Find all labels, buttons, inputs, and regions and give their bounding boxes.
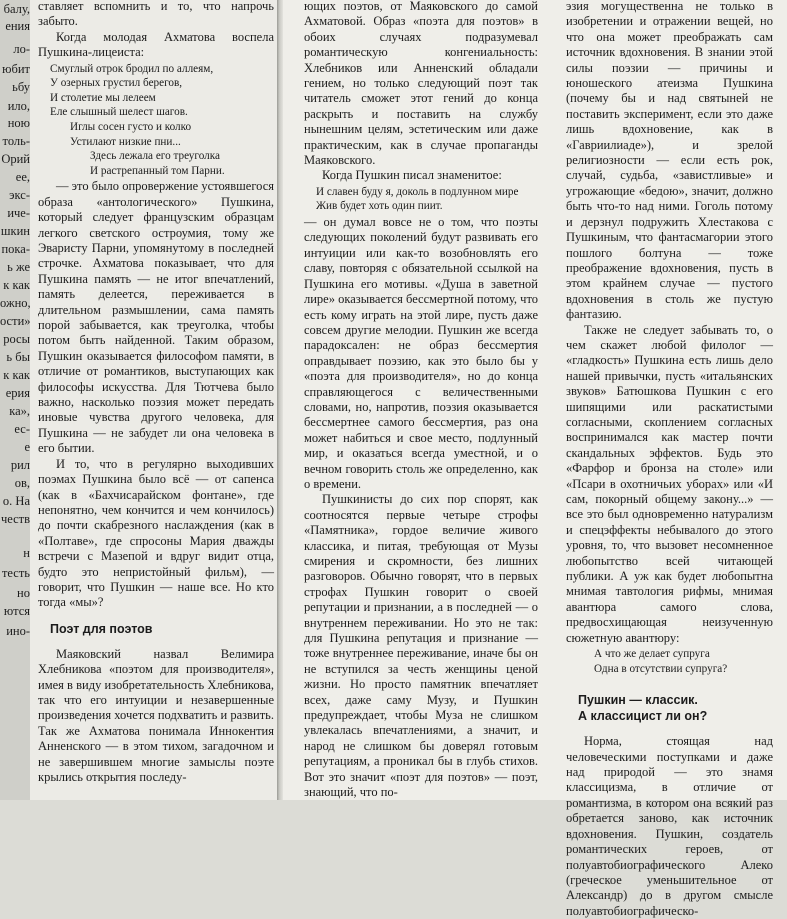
verse-akhmatova [50, 62, 274, 179]
paragraph: Также не следует забывать то, о чем скажет любой филолог — «гладкость» Пушкина есть лишь дело нашей привычки, пусть «итальянских звуков» Батюшкова Пушкин с его шипящими или раскатистыми согласными, скоплением согласных воспринимался как мастер почти скандальных эффектов. Будь это «Фарфор и бронза на столе» или «Псари в охотничьих уборах» или «И сам, покорный общему закону...» — все это был одновременно натурализм и спецэффекты небывалого до этого уровня, то, что вызовет несомненное любопытство всей читающей публики. А уж как будет любопытна мнимая тавтология рифмы, мнимая авантюра самого слова, предвосхищающая неизученную сюжетную авантюру: [566, 322, 773, 645]
edge-text: юбит [2, 62, 30, 76]
verse-onegin [594, 647, 773, 676]
verse-line: Смуглый отрок бродил по аллеям, [50, 62, 214, 75]
edge-text: к как [3, 278, 30, 292]
previous-page-edge [0, 0, 30, 800]
paragraph: ющих поэтов, от Маяковского до самой Ахматовой. Образ «поэта для поэтов» в обоих случаях подразумевал романтическую конгениальность: Хлебников или Анненский обладали гением, но только следующий поэт так читатель сможет этот гений до конца раскрыть и поставить на службу нынешним целям, эстетическим или даже практическим, как в случае пропаганды Маяковского. [304, 0, 538, 168]
section-heading [578, 692, 773, 724]
right-column [566, 0, 773, 919]
edge-text: ее, [15, 170, 30, 184]
edge-text: росы [3, 332, 30, 346]
verse-line: И растрепанный том Парни. [90, 164, 225, 177]
edge-text: ло- [13, 42, 30, 56]
edge-text: ино- [6, 624, 30, 638]
edge-text: честв [0, 512, 30, 526]
verse-line: Иглы сосен густо и колко [70, 121, 192, 133]
verse-line: А что же делает супруга [594, 648, 710, 661]
paragraph: И то, что в регулярно выходивших поэмах Пушкина было всё — от сапенса (как в «Бахчисарайском фонтане», где непонятно, чем кончится и чем кончилось) до почти скабрезного наслаждения (как в «Полтаве», где спросоны Мария дважды встречи с Мазепой и вдруг видит отца, будто это непристойный фильм), — говорит, что Пушкин — наше все. Но кто тогда «мы»? [38, 456, 274, 610]
verse-pushkin [316, 185, 538, 214]
paragraph: Маяковский назвал Велимира Хлебникова «поэтом для производителя», имея в виду изобретательность Хлебникова, так что его интуиции и незавершенные произведения хочется подхватить и развить. Так же Ахматова понимала Иннокентия Анненского — в этом тихом, загадочном и не завершившем многие замыслы поэте крылись открытия последу- [38, 646, 274, 784]
verse-line: Устилают низкие пни... [70, 135, 181, 148]
edge-text: ь бы [6, 350, 30, 364]
verse-line: Одна в отсутствии супруга? [594, 662, 728, 675]
right-page [283, 0, 787, 918]
paragraph: Норма, стоящая над человеческими поступками и даже над природой — это знамя классицизма, в отличие от романтизма, в котором она всякий раз обретается заново, как источник вдохновения. Пушкин, создатель романтических героев, от полуавтобиографического Алеко (греческое уменьшительное от Александр) до в другом смысле полуавтобиографическо- [566, 734, 773, 918]
edge-text: шкин [0, 224, 30, 238]
edge-text: ь же [7, 260, 30, 274]
edge-text: рил [10, 458, 30, 472]
edge-text: ес- [14, 422, 30, 436]
verse-line: И столетие мы лелеем [50, 91, 156, 104]
paragraph: Пушкинисты до сих пор спорят, как соотносятся первые четыре строфы «Памятника», гордое величие живого классика, и питая, требующая от Музы смирения и скромности, без лишних разговоров. Обычно говорят, что в первых строфах Пушкин говорит о своей репутации и признании, а в последней — о внутреннем переживании. Но это не так: для Пушкина репутация и признание — тоже внутреннее переживание, иначе бы он не вступился за честь женщины ценой жизни. Но просто памятник впечатляет всех, даже саму Музу, и Пушкин предупреждает, чтобы Муза не слишком увлекалась впечатлениями, а значит, и народ не слишком бы доверял готовым репутациям, а проникал бы в глубь стихов. Вот это значит «поэт для поэтов» — поэт, знающий, что по- [304, 492, 538, 800]
edge-text: Орий [1, 152, 30, 166]
edge-text: о. На [2, 494, 30, 508]
edge-text: ьбу [12, 80, 30, 94]
section-heading: Поэт для поэтов [50, 621, 153, 636]
verse-line: Жив будет хоть один пиит. [316, 200, 443, 213]
paragraph: — это было опровержение устоявшегося образа «антологического» Пушкина, который следует французским образцам легкого светского остроумия, тому же Эваристу Парни, упомянутому в последней строчке. Ахматова показывает, что для Пушкина память — не итог впечатлений, память делеется, переживается в длительном размышлении, сама память порой забывается, как треуголка, чтобы потом быть найденной. Таким образом, Пушкин оказывается философом памяти, в отличие от романтиков, выступающих как философы искусства. Для Тютчева было важно, насколько поэзия может передать иновые чувства другого человека, для Пушкина — не забудет ли она человека в его бытии. [38, 179, 274, 456]
edge-text: ило, [7, 99, 30, 113]
paragraph: — он думал вовсе не о том, что поэты следующих поколений будут развивать его интуиции или как-то возобновлять его славу, повторяя с обязательной ссылкой на Пушкина его мотивы. «Душа в заветной лире» оказывается бессмертной потому, что есть кому играть на этой лире, пусть даже совсем другие мелодии. Пушкин же всегда парадоксален: не образ бессмертия оправдывает поэзию, как это было бы у «поэта для производителя», но до конца справляющегося с величественными словами, но, напротив, поэзия оказывается бессмертнее самого бессмертия, раз она может набиться и свое место, подлунный мир, и оказаться всегда уместной, и о вечном говорить столь же определенно, как о времени. [304, 215, 538, 491]
left-page [0, 0, 277, 800]
edge-text: н [23, 546, 30, 560]
edge-text: пока- [1, 242, 30, 256]
edge-text: ости» [0, 314, 31, 328]
paragraph: Когда молодая Ахматова воспела Пушкина-лицеиста: [38, 29, 274, 60]
paragraph: Когда Пушкин писал знаменитое: [322, 168, 502, 183]
middle-column [304, 0, 538, 801]
heading-line: А классицист ли он? [578, 709, 708, 724]
paragraph: ставляет вспомнить и то, что напрочь забыто. [38, 0, 274, 29]
verse-line: У озерных грустил берегов, [50, 77, 183, 90]
verse-line: И славен буду я, доколь в подлунном мире [316, 185, 519, 198]
paragraph: эзия могущественна не только в изобретении и отражении вещей, но что она может преображать сам источник вдохновения. В знании этой силы поэзии — причины и юношеского атеизма Пушкина (почему бы и над святыней не поставить эксперимент, если это даже лишь вдохновение, как в «Гавриилиаде»), и зрелой религиозности — если есть рок, случай, судьба, «завистливые» и угрожающие «бедою», значит, должно быть что-то над ними. Гоголь потому и дерзнул подружить Хлестакова с Пушкиным, что фантасмагории этого пошлого болтуна — тоже преображение вдохновения, пусть в этом крайнем случае — пустого вдохновения в столь же пустую фантазию. [566, 0, 773, 322]
edge-text: ются [3, 604, 30, 618]
edge-text: толь- [2, 134, 30, 148]
edge-text: ожно, [0, 296, 31, 310]
heading-line: Пушкин — классик. [578, 693, 698, 708]
edge-text: тесть [1, 566, 30, 580]
edge-text: ов, [14, 476, 30, 490]
edge-text: балу, [3, 2, 30, 16]
edge-text: к как [3, 368, 30, 382]
edge-text: иче- [7, 206, 30, 220]
edge-text: но [17, 586, 30, 600]
edge-text: ка», [9, 404, 30, 418]
left-column [38, 0, 274, 785]
edge-text: ения [5, 19, 30, 33]
verse-line: Здесь лежала его треуголка [90, 150, 220, 163]
edge-text: ною [7, 116, 30, 130]
edge-text: е [24, 440, 30, 454]
edge-text: ерия [5, 386, 30, 400]
edge-text: экс- [9, 188, 30, 202]
verse-line: Еле слышный шелест шагов. [50, 106, 188, 119]
